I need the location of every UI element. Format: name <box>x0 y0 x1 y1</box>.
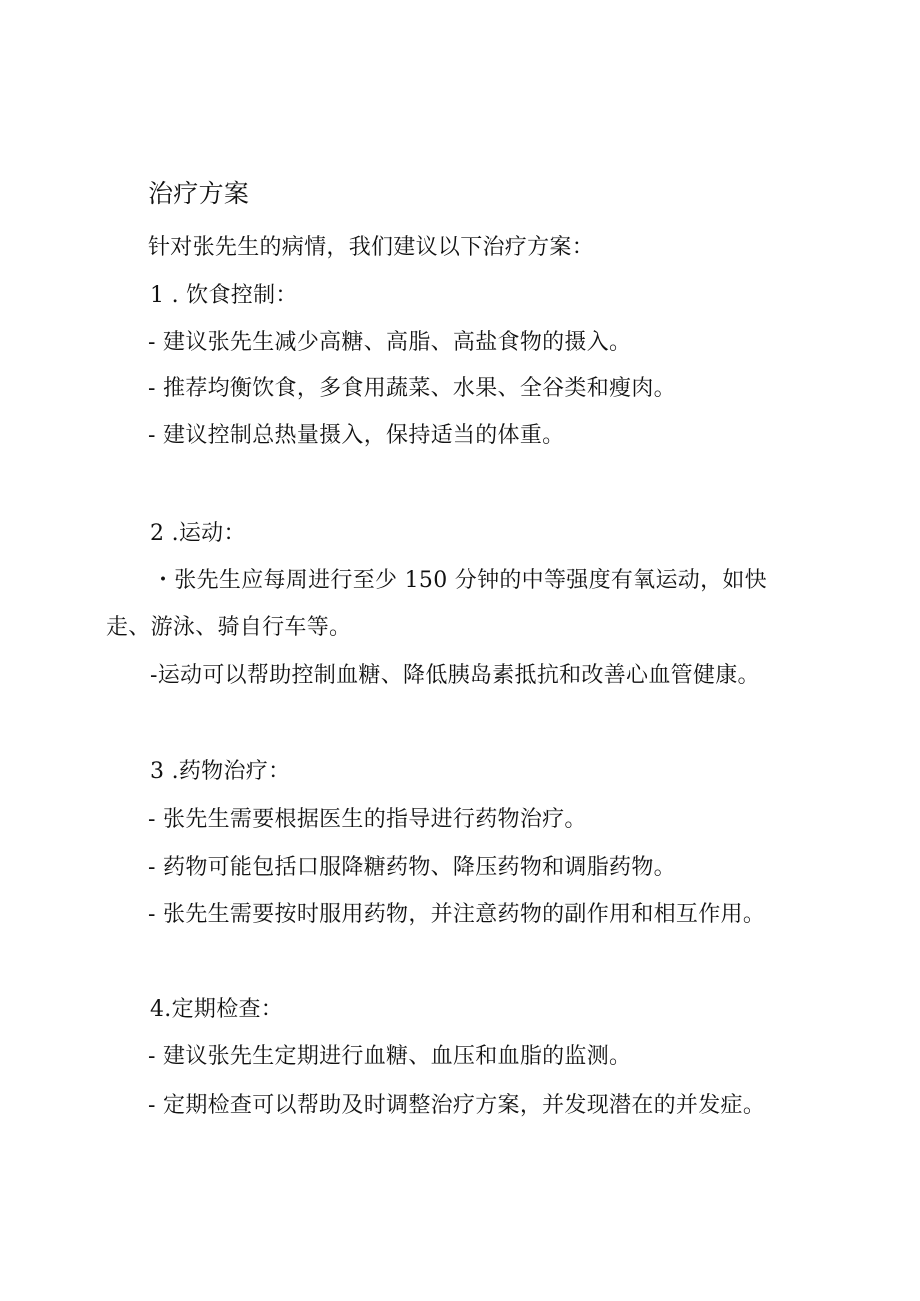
list-item: - 建议控制总热量摄入，保持适当的体重。 <box>148 423 565 448</box>
list-item: -运动可以帮助控制血糖、降低胰岛素抵抗和改善心血管健康。 <box>150 663 760 688</box>
section-heading-diet: 1 . 饮食控制： <box>150 283 298 308</box>
list-item: - 推荐均衡饮食，多食用蔬菜、水果、全谷类和瘦肉。 <box>148 376 676 401</box>
section-heading-checkups: 4.定期检查： <box>150 997 284 1022</box>
list-item: - 建议张先生减少高糖、高脂、高盐食物的摄入。 <box>148 330 632 355</box>
list-item: ・张先生应每周进行至少 150 分钟的中等强度有氧运动，如快 <box>152 568 767 593</box>
list-item: - 定期检查可以帮助及时调整治疗方案，并发现潜在的并发症。 <box>148 1093 766 1118</box>
list-item: - 张先生需要根据医生的指导进行药物治疗。 <box>148 807 587 832</box>
list-item-continuation: 走、游泳、骑自行车等。 <box>106 615 352 640</box>
list-item: - 药物可能包括口服降糖药物、降压药物和调脂药物。 <box>148 855 676 880</box>
page-title: 治疗方案 <box>148 179 250 208</box>
intro-paragraph: 针对张先生的病情，我们建议以下治疗方案： <box>148 235 595 260</box>
list-item: - 张先生需要按时服用药物，并注意药物的副作用和相互作用。 <box>148 902 766 927</box>
section-heading-exercise: 2 .运动： <box>150 521 246 546</box>
list-item: - 建议张先生定期进行血糖、血压和血脂的监测。 <box>148 1044 632 1069</box>
section-heading-medication: 3 .药物治疗： <box>150 759 291 784</box>
